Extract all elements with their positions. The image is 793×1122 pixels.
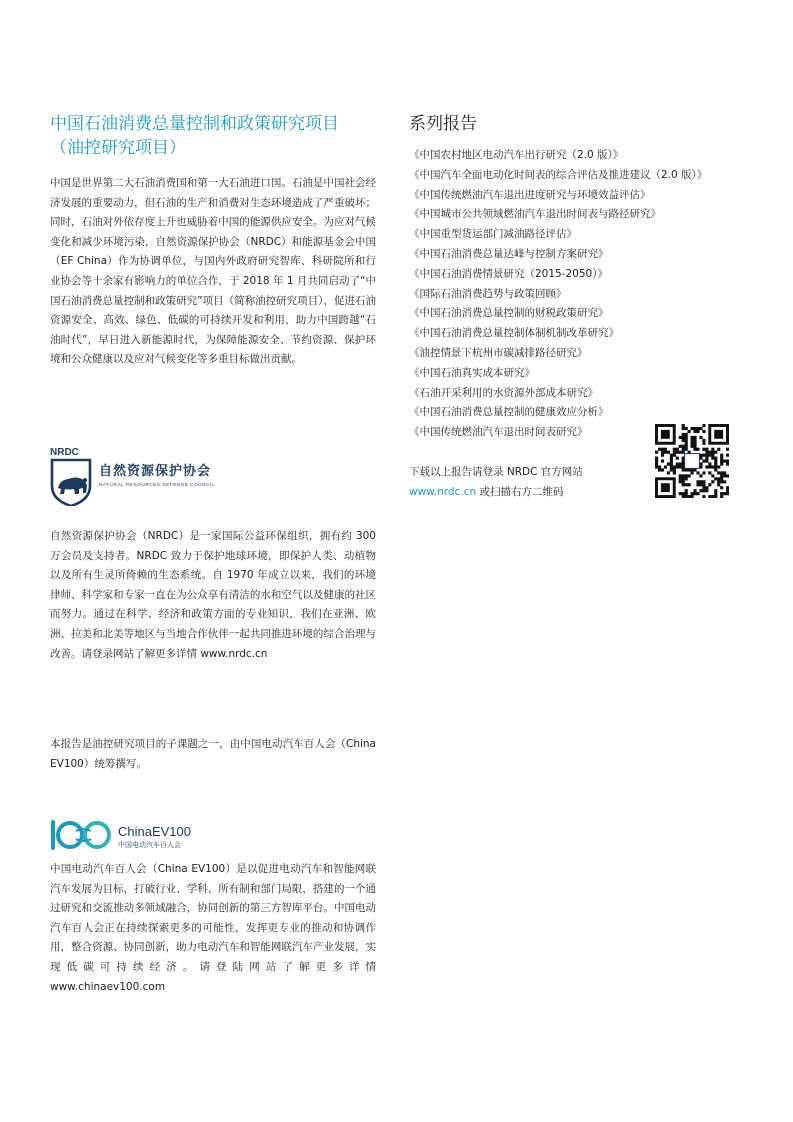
project-intro-text: 中国是世界第二大石油消费国和第一大石油进口国。石油是中国社会经济发展的重要动力，但石油的生产和消费对生态环境造成了严重破坏；同时，石油对外依存度上升也威胁着中国的能源供应安全。为应对气候变化和减少环境污染，自然资源保护协会（NRDC）和能源基金会中国（EF China）作为协调单位，与国内外政府研究智库、科研院所和行业协会等十余家有影响力的单位合作，于 2018 年 1 月共同启动了“中国石油消费总量控制和政策研究”项目（简称油控研究项目），促进石油资源安全、高效、绿色、低碳的可持续开发和利用，助力中国跨越“石油时代”，早日进入新能源时代，为保障能源安全、节约资源、保护环境和公众健康以及应对气候变化等多重目标做出贡献。	[50, 177, 376, 366]
report-note: 本报告是油控研究项目的子课题之一，由中国电动汽车百人会（China EV100）统筹撰写。	[50, 738, 376, 770]
nrdc-description: 自然资源保护协会（NRDC）是一家国际公益环保组织，拥有约 300 万会员及支持者。NRDC 致力于保护地球环境，即保护人类、动植物以及所有生灵所倚赖的生态系统。自 1970 年成立以来，我们的环境律师、科学家和专家一直在为公众享有清洁的水和空气以及健康的社区而努力。通过在科学、经济和政策方面的专业知识，我们在亚洲、欧洲、拉美和北美等地区与当地合作伙伴一起共同推进环境的综合治理与改善。请登录网站了解更多详情 www.nrdc.cn	[50, 530, 376, 660]
series-report-item: 《中国农村地区电动汽车出行研究（2.0 版）》	[409, 149, 624, 161]
series-title: 系列报告	[409, 114, 477, 134]
download-line1: 下载以上报告请登录 NRDC 官方网站	[409, 466, 583, 478]
nrdc-description-section	[50, 527, 376, 664]
series-report-item: 《国际石油消费趋势与政策回顾》	[409, 287, 567, 300]
series-report-item: 《石油开采利用的水资源外部成本研究》	[409, 386, 598, 399]
download-line2	[409, 482, 639, 502]
nrdc-logo	[50, 446, 280, 506]
ev100-name-en: ChinaEV100	[118, 824, 191, 839]
series-report-item: 《中国石油消费情景研究（2015-2050）》	[409, 267, 608, 280]
download-instructions	[409, 462, 639, 502]
report-note-section	[50, 735, 376, 774]
chinaev100-logo	[50, 818, 210, 852]
series-reports-section	[409, 112, 749, 443]
series-report-item: 《中国石油消费总量控制的财税政策研究》	[409, 307, 609, 320]
nrdc-name-cn: 自然资源保护协会	[99, 464, 212, 479]
series-report-item: 《中国石油消费总量达峰与控制方案研究》	[409, 247, 609, 260]
ev100-logo-icon	[53, 822, 109, 848]
series-report-item: 《中国传统燃油汽车退出时间表研究》	[409, 426, 588, 439]
series-report-item: 《中国传统燃油汽车退出进度研究与环境效益评估》	[409, 188, 651, 201]
nrdc-website-link[interactable]: www.nrdc.cn	[409, 486, 477, 498]
nrdc-name-en: NATURAL RESOURCES DEFENSE COUNCIL	[99, 482, 216, 487]
series-report-item: 《中国城市公共领域燃油汽车退出时间表与路径研究》	[409, 208, 661, 221]
project-title	[50, 112, 376, 160]
polar-bear-shield-icon	[52, 460, 90, 506]
series-report-list	[409, 146, 749, 443]
series-report-item: 《中国石油真实成本研究》	[409, 366, 535, 379]
ev100-description: 中国电动汽车百人会（China EV100）是以促进电动汽车和智能网联汽车发展为目标，打破行业、学科、所有制和部门局限，搭建的一个通过研究和交流推动多领域融合，协同创新的第三方智库平台。中国电动汽车百人会正在持续探索更多的可能性，发挥更专业的推动和协调作用，整合资源、协同创新，助力电动汽车和智能网联汽车产业发展，实现低碳可持续经济。请登陆网站了解更多详情 www.chinaev100.com	[50, 863, 376, 993]
series-report-item: 《中国重型货运部门减油路径评估》	[409, 228, 577, 241]
ev100-name-cn: 中国电动汽车百人会	[118, 841, 181, 849]
project-title-line2: （油控研究项目）	[50, 138, 186, 158]
series-report-item: 《油控情景下杭州市碳减排路径研究》	[409, 346, 588, 359]
ev100-description-section	[50, 860, 376, 997]
series-report-item: 《中国石油消费总量控制体制机制改革研究》	[409, 327, 619, 340]
series-report-item: 《中国石油消费总量控制的健康效应分析》	[409, 406, 609, 419]
download-line2-rest: 或扫描右方二维码	[476, 486, 564, 498]
qr-code-icon	[655, 424, 729, 498]
project-title-line1: 中国石油消费总量控制和政策研究项目	[50, 114, 339, 134]
series-report-item: 《中国汽车全面电动化时间表的综合评估及推进建议（2.0 版）》	[409, 168, 708, 181]
project-intro-section	[50, 112, 376, 370]
nrdc-acronym: NRDC	[50, 447, 79, 458]
